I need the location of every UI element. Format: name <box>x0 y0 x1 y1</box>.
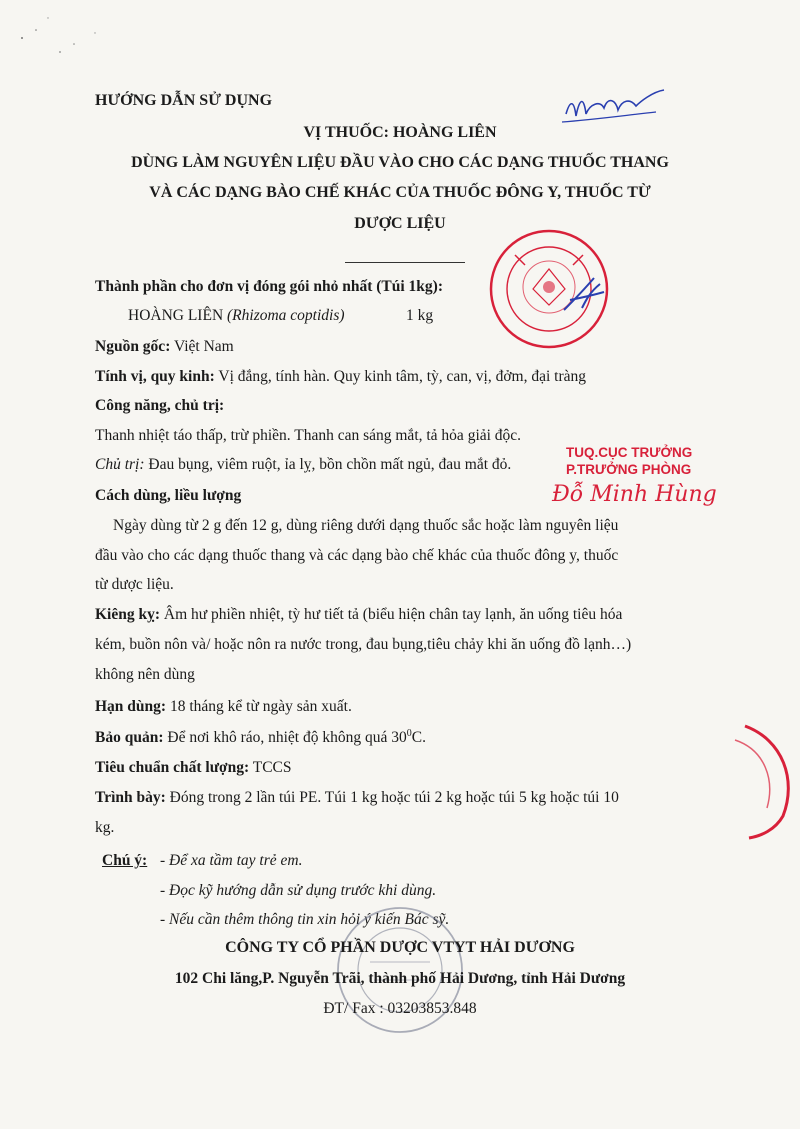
standard-row: Tiêu chuẩn chất lượng: TCCS <box>95 759 292 776</box>
ingredient-name: HOÀNG LIÊN (Rhizoma coptidis) <box>128 307 345 324</box>
contraindication-row: Kiêng kỵ: Âm hư phiền nhiệt, tỳ hư tiết tả (biểu hiện chân tay lạnh, ăn uống tiêu hóa <box>95 606 623 623</box>
signature-mark <box>560 270 610 320</box>
note-item-1: - Để xa tầm tay trẻ em. <box>160 852 303 869</box>
function-label: Công năng, chủ trị: <box>95 397 225 414</box>
note-item-3: - Nếu cần thêm thông tin xin hỏi ý kiến Bác sỹ. <box>160 911 450 928</box>
packaging-row: Trình bày: Đóng trong 2 lần túi PE. Túi 1 kg hoặc túi 2 kg hoặc túi 5 kg hoặc túi 10 <box>95 789 619 806</box>
title-line-4: DƯỢC LIỆU <box>354 215 446 232</box>
indication-row: Chủ trị: Đau bụng, viêm ruột, ỉa lỵ, bồn chồn mất ngủ, đau mắt đỏ. <box>95 456 512 473</box>
approval-line-2: P.TRƯỞNG PHÒNG <box>566 462 692 477</box>
usage-label: Cách dùng, liều lượng <box>95 487 242 504</box>
usage-line-1: Ngày dùng từ 2 g đến 12 g, dùng riêng dưới dạng thuốc sắc hoặc làm nguyên liệu <box>113 517 619 534</box>
notes-label: Chú ý: <box>102 852 148 869</box>
title-line-3: VÀ CÁC DẠNG BÀO CHẾ KHÁC CỦA THUỐC ĐÔNG Y, THUỐC TỪ <box>149 184 651 201</box>
title-divider <box>345 262 465 263</box>
contraindication-line-3: không nên dùng <box>95 666 195 683</box>
function-line-1: Thanh nhiệt táo thấp, trừ phiền. Thanh can sáng mắt, tả hỏa giải độc. <box>95 427 522 444</box>
contraindication-line-2: kém, buồn nôn và/ hoặc nôn ra nước trong, đau bụng,tiêu chảy khi ăn uống đồ lạnh…) <box>95 636 632 653</box>
ingredient-amount: 1 kg <box>406 307 434 324</box>
storage-row: Bảo quản: Để nơi khô ráo, nhiệt độ không quá $30^0C$. <box>95 728 426 747</box>
doc-type-heading: HƯỚNG DẪN SỬ DỤNG <box>95 92 273 109</box>
composition-label: Thành phần cho đơn vị đóng gói nhỏ nhất (Túi 1kg): <box>95 278 444 295</box>
scan-specks <box>0 0 120 70</box>
company-address: 102 Chi lăng,P. Nguyễn Trãi, thành phố Hải Dương, tỉnh Hải Dương <box>174 970 626 987</box>
usage-line-2: đầu vào cho các dạng thuốc thang và các dạng bào chế khác của thuốc đông y, thuốc <box>95 547 619 564</box>
packaging-line-2: kg. <box>95 819 115 836</box>
approval-line-1: TUQ.CỤC TRƯỞNG <box>566 445 693 460</box>
note-item-2: - Đọc kỹ hướng dẫn sử dụng trước khi dùng. <box>160 882 437 899</box>
expiry-row: Hạn dùng: 18 tháng kể từ ngày sản xuất. <box>95 698 352 715</box>
company-name: CÔNG TY CỔ PHẦN DƯỢC VTYT HẢI DƯƠNG <box>225 939 575 956</box>
signer-name: Đỗ Minh Hùng <box>552 482 717 507</box>
title-line-1: VỊ THUỐC: HOÀNG LIÊN <box>303 124 497 141</box>
company-contact: ĐT/ Fax : 03203853.848 <box>323 1000 477 1017</box>
origin-row: Nguồn gốc: Việt Nam <box>95 338 234 355</box>
partial-stamp-right <box>705 720 800 840</box>
properties-row: Tính vị, quy kinh: Vị đắng, tính hàn. Quy kinh tâm, tỳ, can, vị, đởm, đại tràng <box>95 368 587 385</box>
title-line-2: DÙNG LÀM NGUYÊN LIỆU ĐẦU VÀO CHO CÁC DẠNG THUỐC THANG <box>131 154 669 171</box>
usage-line-3: từ dược liệu. <box>95 576 174 593</box>
